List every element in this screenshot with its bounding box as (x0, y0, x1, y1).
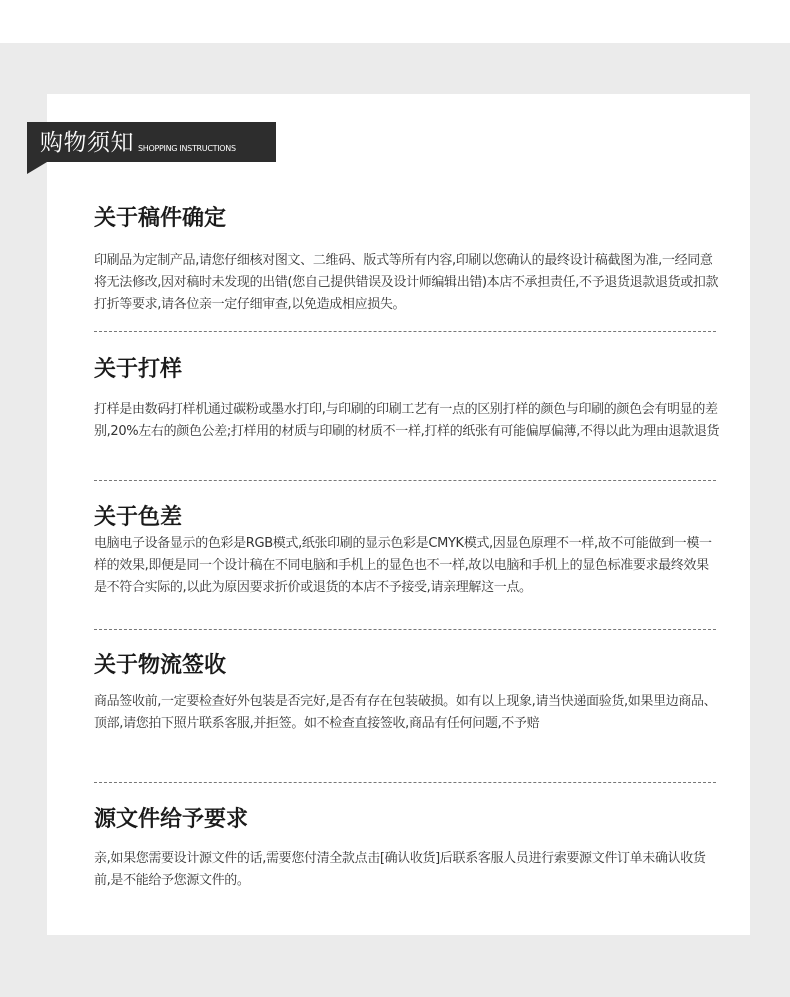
divider (94, 480, 716, 481)
section-body: 印刷品为定制产品,请您仔细核对图文、二维码、版式等所有内容,印刷以您确认的最终设计稿截图为准,一经同意将无法修改,因对稿时未发现的出错(您自己提供错误及设计师编辑出错)本店不承担责任,不予退货退款退货或扣款打折等要求,请各位亲一定仔细审查,以免造成相应损失。 (94, 253, 719, 312)
section-color-difference (94, 504, 720, 599)
title-banner (27, 122, 276, 162)
section-heading: 关于稿件确定 (94, 206, 227, 231)
banner-fold (27, 162, 47, 174)
section-heading: 关于物流签收 (94, 653, 227, 678)
banner-title: 购物须知 (40, 130, 134, 156)
section-heading: 关于打样 (94, 357, 183, 382)
divider (94, 782, 716, 783)
section-body: 电脑电子设备显示的色彩是RGB模式,纸张印刷的显示色彩是CMYK模式,因显色原理不一样,故不可能做到一模一样的效果,即便是同一个设计稿在不同电脑和手机上的显色也不一样,故以电脑和手机上的显色标准要求最终效果是不符合实际的,以此为原因要求折价或退货的本店不予接受,请亲理解这一点。 (94, 536, 712, 595)
section-logistics (94, 652, 720, 735)
section-body: 亲,如果您需要设计源文件的话,需要您付清全款点击[确认收货]后联系客服人员进行索要源文件订单未确认收货前,是不能给予您源文件的。 (94, 851, 706, 888)
section-proofing (94, 356, 720, 443)
section-source-files (94, 806, 720, 892)
section-manuscript (94, 205, 720, 316)
banner-subtitle: SHOPPING INSTRUCTIONS (138, 144, 236, 153)
section-heading: 关于色差 (94, 505, 183, 530)
divider (94, 331, 716, 332)
divider (94, 629, 716, 630)
section-body: 打样是由数码打样机通过碳粉或墨水打印,与印刷的印刷工艺有一点的区别打样的颜色与印刷的颜色会有明显的差别,20%左右的颜色公差;打样用的材质与印刷的材质不一样,打样的纸张有可能偏厚偏薄,不得以此为理由退款退货 (94, 402, 720, 439)
top-strip (0, 0, 790, 43)
section-heading: 源文件给予要求 (94, 807, 249, 832)
section-body: 商品签收前,一定要检查好外包装是否完好,是否有存在包装破损。如有以上现象,请当快递面验货,如果里边商品、顶部,请您拍下照片联系客服,并拒签。如不检查直接签收,商品有任何问题,不予赔 (94, 694, 717, 731)
